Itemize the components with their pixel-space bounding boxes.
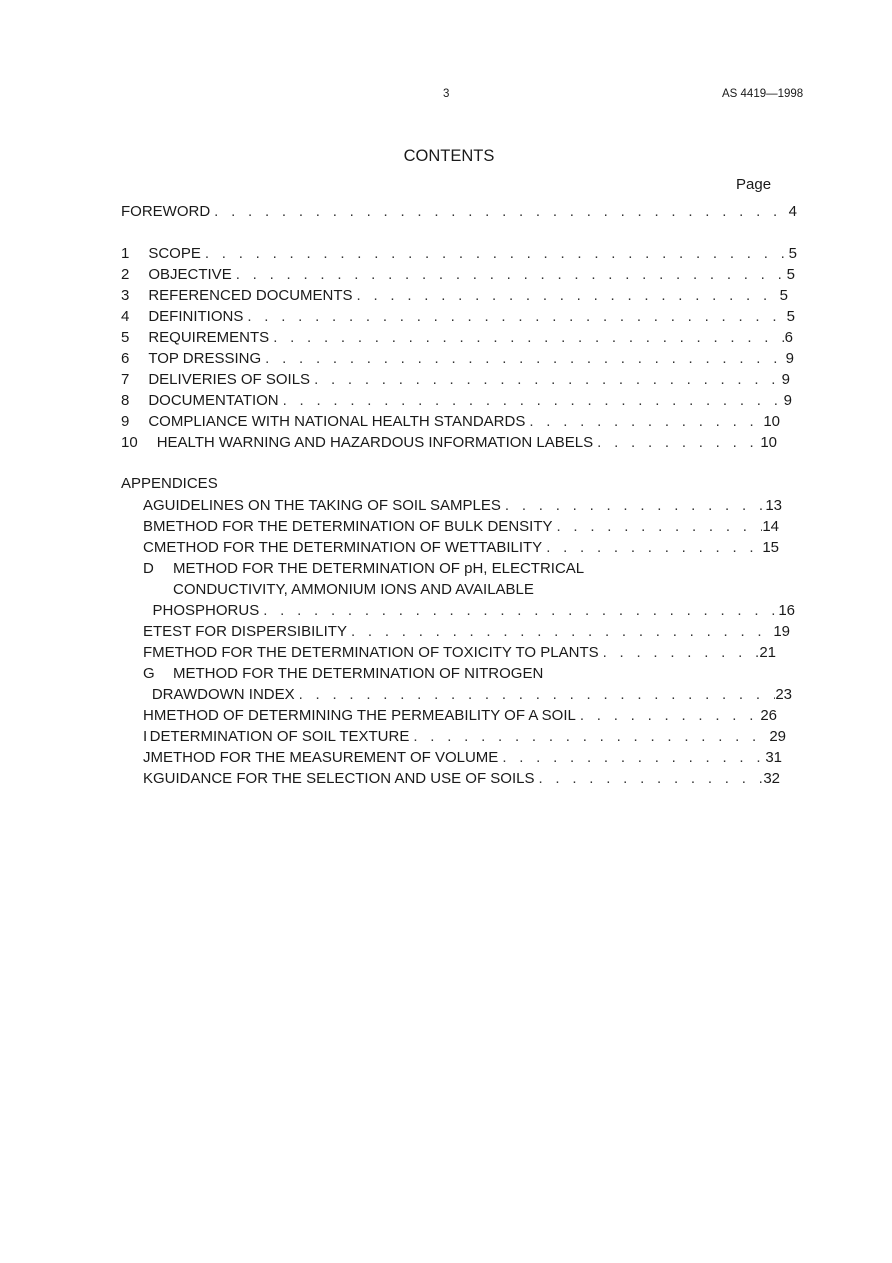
toc-entry-title: METHOD FOR THE DETERMINATION OF pH, ELECTRICAL xyxy=(173,560,585,577)
toc-entry-title: PHOSPHORUS xyxy=(152,602,260,619)
toc-entry-page: 21 xyxy=(759,644,776,661)
toc-entry-page: 32 xyxy=(763,770,780,787)
page-column-label: Page xyxy=(736,176,772,193)
dot-leader xyxy=(557,516,763,537)
toc-entry-appendix-k[interactable] xyxy=(143,768,780,789)
toc-entry-number: 7 xyxy=(121,371,130,388)
toc-entry-appendix-f[interactable] xyxy=(143,642,776,663)
toc-entry-section-7[interactable] xyxy=(121,369,790,390)
toc-entry-section-4[interactable] xyxy=(121,306,795,327)
appendix-letter: K xyxy=(143,770,154,787)
toc-entry-title: DOCUMENTATION xyxy=(148,392,279,409)
dot-leader xyxy=(597,432,760,453)
appendix-letter: C xyxy=(143,539,154,556)
dot-leader xyxy=(247,306,786,327)
toc-entry-appendix-h[interactable] xyxy=(143,705,777,726)
toc-entry-page: 26 xyxy=(760,707,777,724)
toc-entry-title: METHOD FOR THE DETERMINATION OF TOXICITY TO PLANTS xyxy=(152,644,599,661)
toc-entry-page: 31 xyxy=(765,749,782,766)
toc-entry-title: HEALTH WARNING AND HAZARDOUS INFORMATION LABELS xyxy=(156,434,594,451)
toc-entry-appendix-continuation xyxy=(143,558,795,579)
toc-entry-section-5[interactable] xyxy=(121,327,793,348)
toc-entry-page: 9 xyxy=(783,392,792,409)
appendix-letter: B xyxy=(143,518,154,535)
dot-leader xyxy=(357,285,780,306)
dot-leader xyxy=(283,390,784,411)
dot-leader xyxy=(580,705,760,726)
toc-entry-title: FOREWORD xyxy=(121,203,211,220)
toc-entry-number: 4 xyxy=(121,308,130,325)
toc-entry-page: 15 xyxy=(762,539,779,556)
toc-entry-appendix-continuation xyxy=(143,579,795,600)
toc-entry-title: METHOD FOR THE MEASUREMENT OF VOLUME xyxy=(150,749,499,766)
toc-entry-appendix-c[interactable] xyxy=(143,537,779,558)
appendix-letter: A xyxy=(143,497,154,514)
toc-entry-page: 23 xyxy=(775,686,792,703)
toc-entry-page: 5 xyxy=(779,287,788,304)
toc-entry-page: 5 xyxy=(786,308,795,325)
toc-entry-page: 4 xyxy=(788,203,797,220)
dot-leader xyxy=(529,411,763,432)
appendix-letter: E xyxy=(143,623,154,640)
toc-entry-title: DEFINITIONS xyxy=(148,308,244,325)
dot-leader xyxy=(314,369,782,390)
dot-leader xyxy=(214,201,788,222)
dot-leader xyxy=(538,768,763,789)
toc-entry-page: 5 xyxy=(786,266,795,283)
toc-entry-appendix-b[interactable] xyxy=(143,516,779,537)
toc-entry-title: DRAWDOWN INDEX xyxy=(151,686,295,703)
dot-leader xyxy=(351,621,773,642)
toc-entry-title: REQUIREMENTS xyxy=(148,329,270,346)
toc-entry-section-3[interactable] xyxy=(121,285,788,306)
toc-entry-title: SCOPE xyxy=(148,245,201,262)
dot-leader xyxy=(273,327,784,348)
standard-identifier: AS 4419—1998 xyxy=(722,88,804,100)
dot-leader xyxy=(505,495,765,516)
toc-entry-section-9[interactable] xyxy=(121,411,780,432)
dot-leader xyxy=(299,684,776,705)
toc-entry-page: 19 xyxy=(773,623,790,640)
toc-entry-page: 16 xyxy=(778,602,795,619)
toc-entry-appendix-a[interactable] xyxy=(143,495,782,516)
dot-leader xyxy=(205,243,788,264)
toc-entry-title: METHOD FOR THE DETERMINATION OF NITROGEN xyxy=(173,665,544,682)
contents-title: CONTENTS xyxy=(403,147,495,165)
toc-entry-number: 6 xyxy=(121,350,130,367)
toc-entry-title: TEST FOR DISPERSIBILITY xyxy=(153,623,347,640)
toc-entry-title: CONDUCTIVITY, AMMONIUM IONS AND AVAILABLE xyxy=(173,581,534,598)
toc-entry-section-6[interactable] xyxy=(121,348,794,369)
dot-leader xyxy=(265,348,786,369)
appendix-letter: G xyxy=(143,665,155,682)
toc-entry-title: GUIDANCE FOR THE SELECTION AND USE OF SOILS xyxy=(153,770,535,787)
toc-entry-appendix-continuation xyxy=(143,663,792,684)
dot-leader xyxy=(413,726,769,747)
toc-entry-title: METHOD FOR THE DETERMINATION OF WETTABILITY xyxy=(153,539,543,556)
appendix-letter: J xyxy=(143,749,151,766)
toc-entry-title: COMPLIANCE WITH NATIONAL HEALTH STANDARDS xyxy=(148,413,526,430)
toc-entry-title: GUIDELINES ON THE TAKING OF SOIL SAMPLES xyxy=(153,497,501,514)
toc-entry-page: 9 xyxy=(785,350,794,367)
toc-entry-number: 9 xyxy=(121,413,130,430)
toc-entry-page: 10 xyxy=(760,434,777,451)
toc-entry-number: 5 xyxy=(121,329,130,346)
toc-entry-page: 29 xyxy=(769,728,786,745)
toc-entry-number: 1 xyxy=(121,245,130,262)
toc-entry-title: TOP DRESSING xyxy=(148,350,262,367)
toc-entry-page: 9 xyxy=(781,371,790,388)
appendix-letter: D xyxy=(143,560,154,577)
toc-entry-title: OBJECTIVE xyxy=(148,266,232,283)
appendix-letter: H xyxy=(143,707,154,724)
dot-leader xyxy=(236,264,787,285)
toc-entry-page: 14 xyxy=(762,518,779,535)
toc-entry-page: 10 xyxy=(763,413,780,430)
dot-leader xyxy=(603,642,760,663)
toc-entry-title: DETERMINATION OF SOIL TEXTURE xyxy=(149,728,410,745)
toc-entry-number: 2 xyxy=(121,266,130,283)
toc-entry-section-2[interactable] xyxy=(121,264,795,285)
toc-entry-title: METHOD FOR THE DETERMINATION OF BULK DENSITY xyxy=(153,518,553,535)
appendices-heading: APPENDICES xyxy=(121,475,218,492)
dot-leader xyxy=(502,747,765,768)
toc-entry-section-8[interactable] xyxy=(121,390,792,411)
toc-entry-number: 8 xyxy=(121,392,130,409)
dot-leader xyxy=(263,600,778,621)
toc-entry-page: 13 xyxy=(765,497,782,514)
toc-entry-page: 5 xyxy=(788,245,797,262)
page-number: 3 xyxy=(443,88,450,100)
toc-entry-appendix-j[interactable] xyxy=(143,747,782,768)
toc-entry-appendix-d[interactable] xyxy=(143,600,795,621)
toc-entry-section-1[interactable] xyxy=(121,243,797,264)
toc-entry-section-10[interactable] xyxy=(121,432,777,453)
toc-entry-title: REFERENCED DOCUMENTS xyxy=(148,287,353,304)
appendix-letter: I xyxy=(143,728,148,745)
toc-entry-foreword[interactable] xyxy=(121,201,797,222)
toc-entry-number: 3 xyxy=(121,287,130,304)
toc-entry-title: METHOD OF DETERMINING THE PERMEABILITY OF A SOIL xyxy=(153,707,576,724)
toc-entry-appendix-i[interactable] xyxy=(143,726,786,747)
toc-entry-appendix-e[interactable] xyxy=(143,621,790,642)
toc-entry-title: DELIVERIES OF SOILS xyxy=(148,371,311,388)
toc-entry-number: 10 xyxy=(121,434,138,451)
toc-entry-appendix-g[interactable] xyxy=(143,684,792,705)
dot-leader xyxy=(546,537,762,558)
toc-entry-page: 6 xyxy=(784,329,793,346)
appendix-letter: F xyxy=(143,644,153,661)
